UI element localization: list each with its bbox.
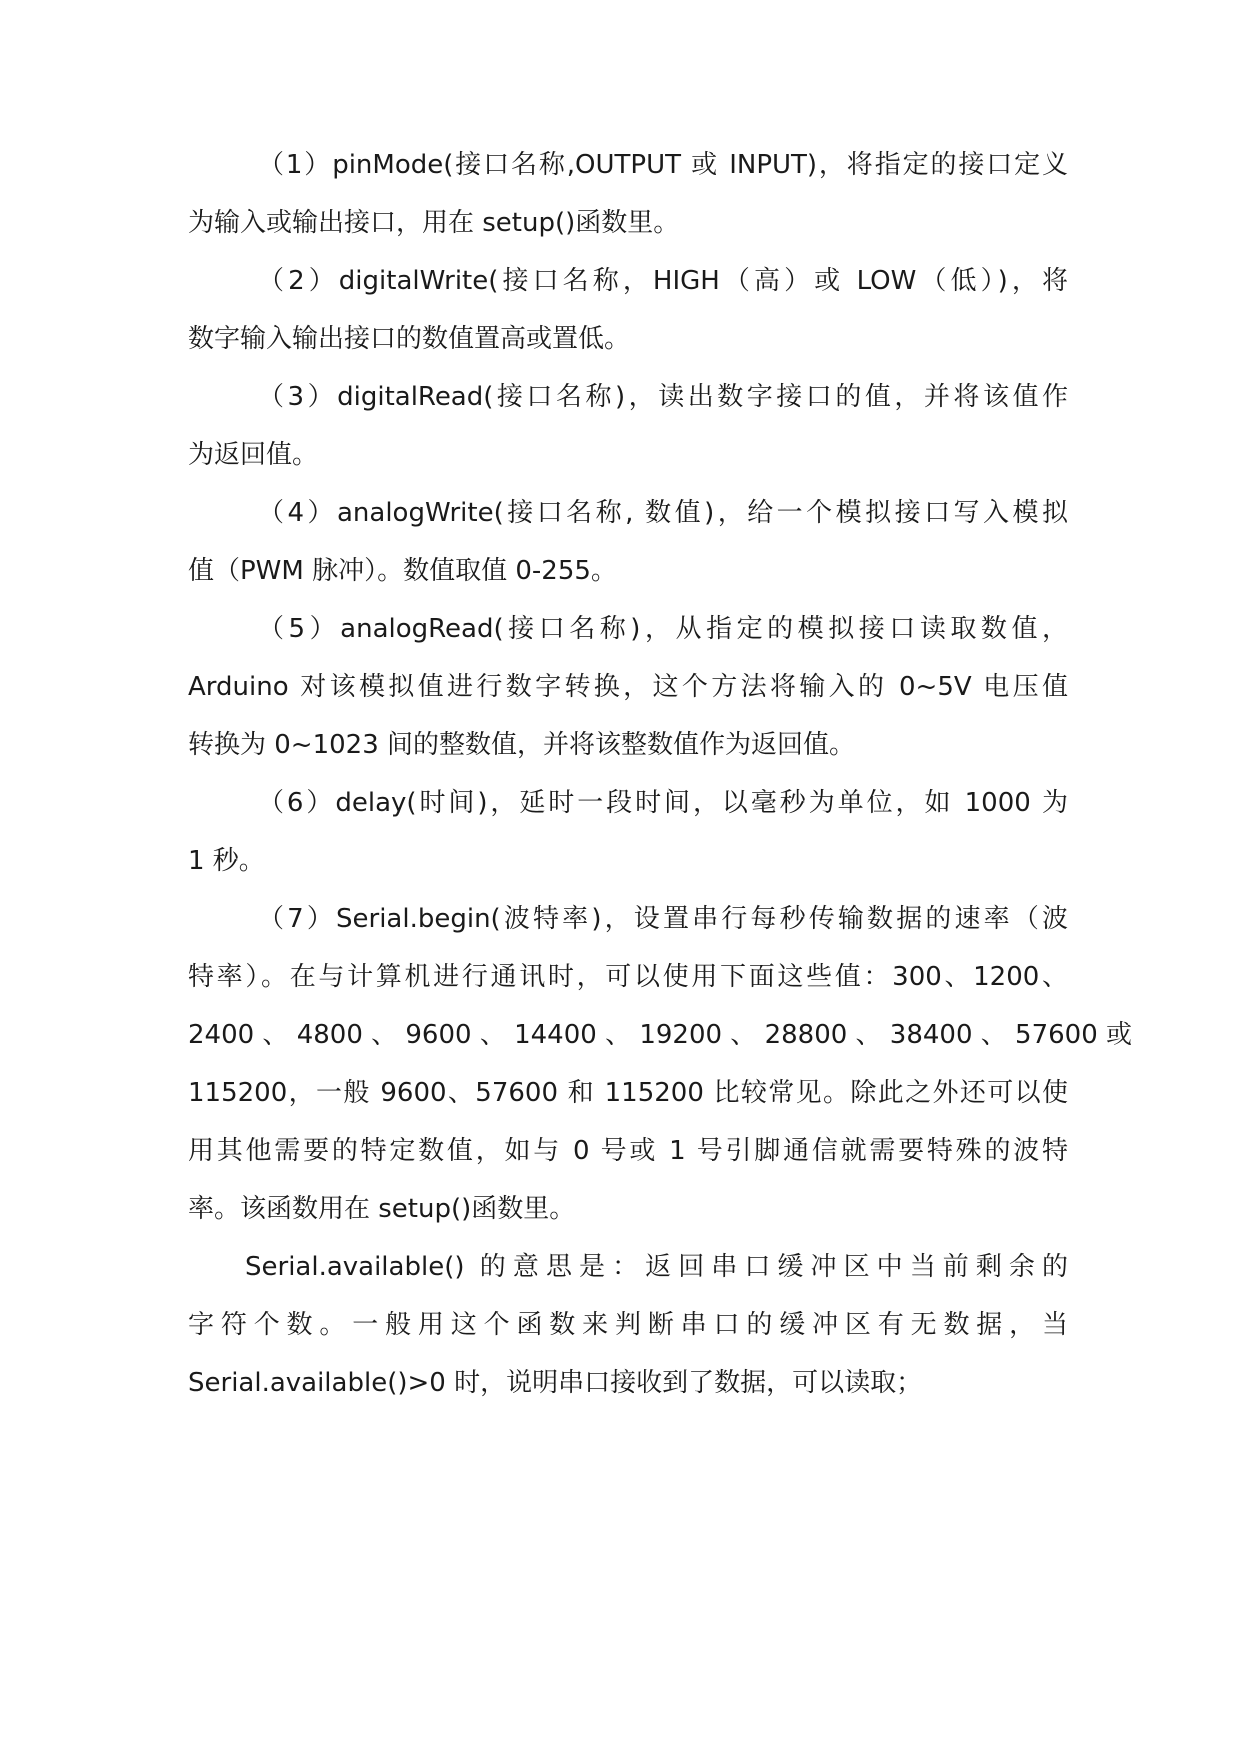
paragraph-7-line-4: 115200，一般 9600、57600 和 115200 比较常见。除此之外还可以使 (188, 1078, 1068, 1108)
paragraph-4-line-2: 值（PWM 脉冲）。数值取值 0-255。 (188, 556, 617, 586)
paragraph-3-line-1: （3）digitalRead(接口名称)，读出数字接口的值，并将该值作 (258, 382, 1068, 412)
paragraph-7-line-6: 率。该函数用在 setup()函数里。 (188, 1194, 576, 1224)
paragraph-7-line-1: （7）Serial.begin(波特率)，设置串行每秒传输数据的速率（波 (258, 904, 1068, 934)
paragraph-8-line-3: Serial.available()>0 时，说明串口接收到了数据，可以读取； (188, 1368, 923, 1398)
paragraph-7-line-2: 特率）。在与计算机进行通讯时，可以使用下面这些值：300、1200、 (188, 962, 1068, 992)
paragraph-8-line-2: 字符个数。一般用这个函数来判断串口的缓冲区有无数据，当 (188, 1310, 1068, 1340)
paragraph-7-line-3: 2400 、 4800 、 9600 、 14400 、 19200 、 28800 、 38400 、 57600 或 (188, 1020, 1133, 1050)
paragraph-8-line-1: Serial.available() 的意思是：返回串口缓冲区中当前剩余的 (245, 1252, 1068, 1282)
paragraph-4-line-1: （4）analogWrite(接口名称, 数值)，给一个模拟接口写入模拟 (258, 498, 1068, 528)
paragraph-2-line-1: （2）digitalWrite(接口名称，HIGH（高）或 LOW（低）)，将 (258, 266, 1068, 296)
paragraph-5-line-2: Arduino 对该模拟值进行数字转换，这个方法将输入的 0~5V 电压值 (188, 672, 1068, 702)
paragraph-1-line-1: （1）pinMode(接口名称,OUTPUT 或 INPUT)，将指定的接口定义 (258, 150, 1068, 180)
paragraph-6-line-2: 1 秒。 (188, 846, 265, 876)
paragraph-3-line-2: 为返回值。 (188, 440, 319, 470)
paragraph-5-line-3: 转换为 0~1023 间的整数值，并将该整数值作为返回值。 (188, 730, 856, 760)
paragraph-7-line-5: 用其他需要的特定数值，如与 0 号或 1 号引脚通信就需要特殊的波特 (188, 1136, 1068, 1166)
paragraph-1-line-2: 为输入或输出接口，用在 setup()函数里。 (188, 208, 680, 238)
paragraph-6-line-1: （6）delay(时间)，延时一段时间，以毫秒为单位，如 1000 为 (258, 788, 1068, 818)
paragraph-2-line-2: 数字输入输出接口的数值置高或置低。 (188, 324, 631, 354)
paragraph-5-line-1: （5）analogRead(接口名称)，从指定的模拟接口读取数值， (258, 614, 1068, 644)
